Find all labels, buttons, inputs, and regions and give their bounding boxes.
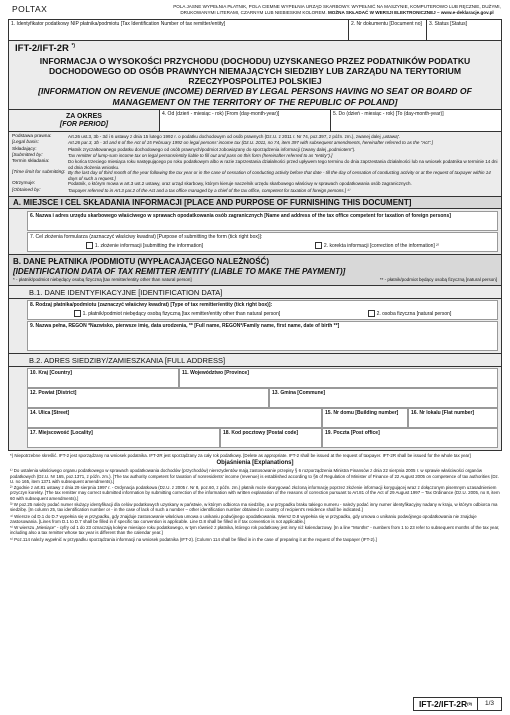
address-row-2 [27,388,498,408]
remitter-type-legal-label: 1. płatnik/podmiot niebędący osobą fizyczną [tax remitter/entity other than natural person] [82,310,281,317]
legal-key: Termin składania: [12,159,50,165]
section-b-title-en: [IDENTIFICATION DATA OF TAX REMITTER /ENTITY (LIABLE TO MAKE THE PAYMENT)] [13,266,346,276]
legal-key: Otrzymuje: [12,181,36,187]
building-number-field[interactable] [322,408,408,428]
commune-field[interactable] [269,388,498,408]
address-row-1 [27,368,498,388]
province-field[interactable] [179,368,498,388]
brand-label: POLTAX [12,4,48,14]
legal-row [12,153,498,159]
address-row-3 [27,408,498,428]
district-field[interactable] [27,388,269,408]
legal-key: Podstawa prawna: [12,134,52,140]
legal-value: Tax remitter of lump-sum income tax on legal persons/entity liable to fill out and pass on this form (hereinafter referred to as "entity").] [68,153,333,159]
purpose-option-correct-label: 2. korekta informacji [correction of the information] ²⁾ [323,243,440,250]
legal-key: [Legal basis: [12,140,39,146]
section-b1-heading: B.1. DANE IDENTYFIKACYJNE [IDENTIFICATION DATA] [8,286,502,299]
purpose-option-submit-label: 1. złożenie informacji [submitting the information] [94,243,204,250]
period-label [9,110,159,131]
checkbox-legal-entity[interactable] [74,310,81,317]
footer-form-code [413,697,478,711]
period-label-pl: ZA OKRES [66,113,102,121]
delete-note: *) Niepotrzebne skreślić. IFT-2 jest sporządzany na wniosek podatnika. IFT-2R jest sporządzany za cały rok podatkowy. [Delete as appropriate. IFT-2 shall be issued at the request of taxpayer. IFT-2R shall be issued for the whole tax year] [10,452,471,458]
remitter-type-field [27,300,498,320]
full-name-label: 9. Nazwa pełna, REGON *Nazwisko, pierwsze imię, data urodzenia, ** [Full name, REGON*/Family name, first name, date of birth **] [30,322,340,329]
form-code-footnote: *) [71,43,76,49]
checkbox-natural-person[interactable] [368,310,375,317]
form-title-pl: INFORMACJA O WYSOKOŚCI PRZYCHODU (DOCHODU) UZYSKANEGO PRZEZ PODATNIKÓW PODATKU DOCHODOWEGO OD OSÓB PRAWNYCH NIEMAJĄCYCH SIEDZIBY LUB ZARZĄDU NA TERYTORIUM RZECZYPOSPOLITEJ POLSKIEJ [39,55,471,87]
street-field[interactable] [27,408,322,428]
full-name-field[interactable] [27,321,498,351]
explanation-item: ⁴⁾ Wiersze od D.1 do D.7 wypełnia się w przypadku, gdy znajduje zastosowanie właściwa umowa o unikaniu podwójnego opodatkowania. Wiersz D.8 wypełnia się w przypadku, gdy umowa o unikaniu podwójnego opodatkowania nie znajduje zastosowania. [Lines from D.1 to D.7 shall be filled in if specific tax convention is applicable. Line D.8 shall be filled in if tax convention is not applicable.] [10,513,477,524]
page-footer [8,697,502,711]
legal-key: [Time limit for submitting: [12,170,66,176]
title-box [8,41,502,110]
top-bar [8,4,502,18]
checkbox-submit[interactable] [86,242,93,249]
section-b2-body [8,367,502,451]
legal-value: Płatnik zryczałtowanego podatku dochodowego od osób prawnych/podmiot zobowiązany do sporządzenia informacji (zwany dalej „podmiotem”). [68,146,356,152]
footer-code-version: (9) [467,700,472,706]
section-b1-body [8,299,502,354]
explanation-item: ⁵⁾ W wierszu „Miesiące” - cyfry od 1 do 23 oznaczają kolejne miesiące roku podatkowego, w tym również z płatnika, którego rok podatkowy jest inny niż kalendarzowy. [In a line "Months" - numbers from 1 to 23 refer to subsequent months of the tax year, including also a tax remitter whose tax year is different than the calendar year.] [10,525,500,536]
post-office-label: 19. Poczta [Post office] [325,429,380,436]
section-b2-heading: B.2. ADRES SIEDZIBY/ZAMIESZKANIA [FULL ADDRESS] [8,354,502,367]
checkbox-correct[interactable] [315,242,322,249]
locality-field[interactable] [27,428,220,448]
explanation-item: ¹⁾ Do ustalenia właściwego organu podatkowego w sprawach opodatkowania dochodów (przychodów) nierezydentów mają zastosowanie przepisy § 6 rozporządzenia Ministra Finansów z dnia 22 sierpnia 2005 r. w sprawie właściwości organów podatkowych (Dz.U. Nr 165, poz.1371, z późn. zm.). [The tax authority competent for taxation of nonresidents' income (revenue) is established according to §6 of Regulation of Minister of Finance of 22 August 2005 on competence of tax authorities (Dz. U. no 165, item 1371 with subsequent amendments).] [10,468,499,484]
legal-row [12,170,498,180]
country-label: 10. Kraj [Country] [30,369,72,376]
locality-label: 17. Miejscowość [Locality] [30,429,93,436]
legal-row [12,140,498,146]
tax-office-label: 6. Nazwa i adres urzędu skarbowego właściwego w sprawach opodatkowania osób zagranicznych [Name and address of the tax office competent for taxation of foreign persons] [30,213,451,220]
legal-key: [Obtained by: [12,187,41,193]
province-label: 11. Województwo [Province] [182,369,249,376]
period-to-field[interactable]: 5. Do (dzień - miesiąc - rok) [To (day-month-year)] [330,110,501,131]
purpose-option-correct[interactable] [315,242,439,249]
commune-label: 13. Gmina [Commune] [272,389,326,396]
section-b-notes [13,277,497,282]
legal-row [12,181,498,187]
legal-value: Art.26 ust.3, 3b - 3d i 6 ustawy z dnia 15 lutego 1992 r. o podatku dochodowym od osób prawnych (Dz.U. z 2011 r. Nr 74, poz.397, z późn. zm.), zwanej dalej „ustawą”. [68,134,401,140]
legal-key: [Submitted by: [12,153,43,159]
page-number: 1/3 [478,697,502,711]
section-b-heading [8,255,502,286]
legal-row [12,134,498,140]
explanation-item: ³⁾ W poz.25 należy podać numer służący identyfikacji dla celów podatkowych uzyskany w państwie, w którym odbiorca ma siedzibę, a w przypadku braku takiego numeru - należy podać inny numer identyfikacyjny nadany w kraju, w którym odbiorca ma siedzibę. [In column 25, tax identification number or - in the case of lack of such a number – other identification number obtained in country of recipient's residence shall be indicated.] [10,501,498,513]
section-a-body [8,209,502,255]
building-number-label: 15. Nr domu [Building number] [325,409,399,416]
legal-key: Składający: [12,146,37,152]
period-label-en: [FOR PERIOD] [59,120,109,128]
legal-value: Art.26 par.3, 3b - 3d and 6 of the Act of 15 February 1992 on legal persons' income tax (Dz.U. 2011, no 74, item 397 with subsequent amendments, hereinafter referred to as the "Act".] [68,140,433,146]
flat-number-field[interactable] [408,408,498,428]
explanation-item: ⁶⁾ Poz.114 należy wypełnić w przypadku sporządzania informacji na wniosek podatnika (IFT-2). [Column 114 shall be filled in in the case of preparing it at the request of the taxpayer (IFT-2).] [10,536,377,542]
legal-value: Taxpayer referred to in Art.3 par.2 of the Act and a tax office managed by a chief of the tax office, competent for taxation of foreign persons.] ¹⁾ [68,187,350,193]
purpose-options [30,240,495,250]
instruction-text: POLA JASNE WYPEŁNIA PŁATNIK, POLA CIEMNE WYPEŁNIA URZĄD SKARBOWY. WYPEŁNIĆ NA MASZYNIE, KOMPUTEROWO LUB RĘCZNIE, DUŻYMI, DRUKOWANYMI LITERAMI, CZARNYM LUB NIEBIESKIM KOLOREM. [173,4,501,15]
section-a-heading: A. MIEJSCE I CEL SKŁADANIA INFORMACJI [PLACE AND PURPOSE OF FURNISHING THIS DOCUMENT] [8,197,502,209]
form-title-en: [INFORMATION ON REVENUE (INCOME) DERIVED BY LEGAL PERSONS HAVING NO SEAT OR BOARD OF MANAGEMENT ON THE TERRITORY OF THE REPUBLIC OF POLAND] [38,86,472,107]
instruction-note [172,4,502,15]
country-field[interactable] [27,368,179,388]
document-number-field[interactable]: 2. Nr dokumentu [Document no] [349,20,427,40]
note-natural-person: ** - płatnik/podmiot będący osobą fizyczną [natural person] [379,277,497,283]
post-office-field[interactable] [322,428,498,448]
purpose-label: 7. Cel złożenia formularza (zaznaczyć właściwy kwadrat) [Purpose of submitting the form (tick right box)]: [30,234,263,241]
address-row-4 [27,428,498,448]
tax-office-field[interactable] [27,211,498,231]
status-field[interactable]: 3. Status [Status] [427,20,501,40]
nip-field[interactable]: 1. Identyfikator podatkowy NIP płatnika/podmiotu [Tax Identification Number of tax remitter/entity] [9,20,349,40]
legal-value: Podatnik, o którym mowa w art.3 ust.2 ustawy, oraz urząd skarbowy, którym kieruje naczelnik urzędu skarbowego właściwy w sprawach opodatkowania osób zagranicznych. [68,181,412,187]
legal-row [12,147,498,153]
purpose-field [27,232,498,252]
legal-basis-box [8,132,502,197]
purpose-option-submit[interactable] [86,242,203,249]
explanations [8,451,502,542]
remitter-type-options [30,308,495,318]
form-code-text: IFT-2/IFT-2R [15,43,69,55]
footer-code-text: IFT-2/IFT-2R [418,698,468,709]
street-label: 14. Ulica [Street] [30,409,70,416]
period-row [8,110,502,132]
postal-code-field[interactable] [220,428,322,448]
legal-row [12,159,498,169]
section-b-title-pl: B. DANE PŁATNIKA /PODMIOTU (WYPŁACAJĄCEGO NALEŻNOŚĆ) [13,257,269,267]
postal-code-label: 18. Kod pocztowy [Postal code] [223,429,299,436]
remitter-type-legal[interactable] [74,310,281,317]
legal-value: Do końca trzeciego miesiąca roku następującego po roku podatkowym albo w razie zaprzestania działalności przed upływem tego terminu do dnia zaprzestania działalności lub na wniosek podatnika w terminie 14 dni od dnia złożenia wniosku. [68,159,498,170]
legal-row [12,188,498,194]
remitter-type-natural[interactable] [368,310,452,317]
form-code [15,43,495,55]
explanations-heading: Objaśnienia [Explanations] [216,460,294,467]
e-declaration-note: MOŻNA SKŁADAĆ W WERSJI ELEKTRONICZNEJ – www.e-deklaracje.gov.pl [327,9,494,15]
note-legal-entity: * - płatnik/podmiot niebędący osobą fizyczną [tax remitter/entity other than natural person] [13,277,192,283]
flat-number-label: 16. Nr lokalu [Flat number] [411,409,475,416]
remitter-type-label: 8. Rodzaj płatnika/podmiotu (zaznaczyć właściwy kwadrat) [Type of tax remitter/entity (tick right box)]: [30,301,273,308]
identifier-row [8,19,502,41]
period-from-field[interactable]: 4. Od (dzień - miesiąc - rok) [From (day-month-year)] [159,110,330,131]
remitter-type-natural-label: 2. osoba fizyczna [natural person] [376,310,452,317]
legal-value: By the last day of third month of the year following the tax year or in the case of cessation of conducting activity before that date - till the day of cessation of conducting activity or at the request of taxpayer within 14 days of such a request.] [68,170,491,181]
district-label: 12. Powiat [District] [30,389,77,396]
explanation-item: ²⁾ Zgodnie z art.81 ustawy z dnia 29 sierpnia 1997 r. - Ordynacja podatkowa (Dz.U. z 2005 r. Nr 8, poz.60, z późn. zm.) płatnik może skorygować złożoną informację poprzez złożenie informacji korygującej wraz z dołączonym pisemnym uzasadnieniem przyczyn korekty. [The tax remitter may correct submitted information by submitting correction of the information with written explanation of the reasons of correction pursuant to Art.81 of the Act of 29 August 1997 – Tax Ordinance (Dz.U. 2005, no 8, item 60 with subsequent amendments).] [10,485,500,501]
